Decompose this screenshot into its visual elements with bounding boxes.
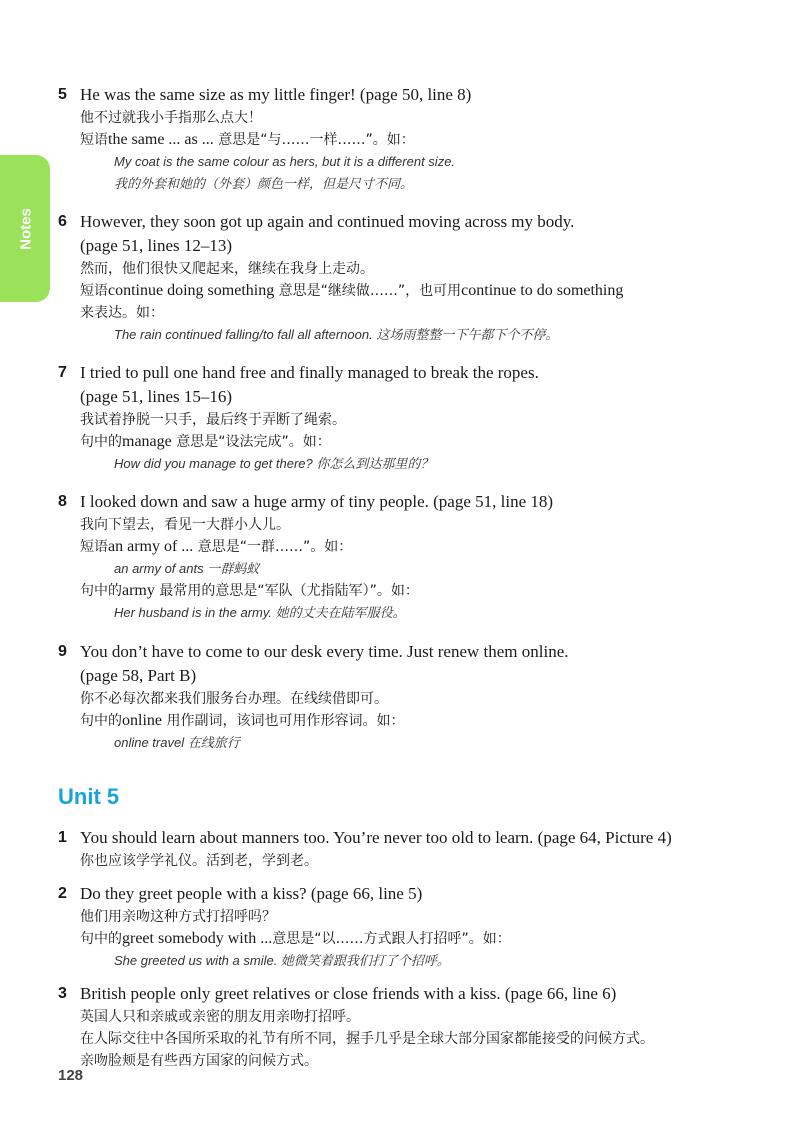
note-number: 8 — [58, 493, 67, 510]
explanation-prefix: 句中的 — [80, 931, 122, 947]
notes-content — [58, 83, 778, 1072]
note-item — [58, 210, 778, 346]
note-number: 9 — [58, 643, 67, 660]
note-explanation — [80, 928, 778, 950]
note-item — [58, 640, 778, 754]
explanation-prefix: 短语 — [80, 539, 108, 555]
note-example: How did you manage to get there? 你怎么到达那里的？ — [114, 456, 434, 471]
note-number: 1 — [58, 829, 67, 846]
explanation-text: 意思是“继续做……”，也可用 — [274, 283, 462, 299]
explanation-prefix: 短语 — [80, 283, 108, 299]
note-item — [58, 982, 778, 1072]
note-english-sentence: (page 58, Part B) — [80, 666, 197, 685]
note-example: online travel 在线旅行 — [114, 735, 240, 750]
note-item — [58, 490, 778, 624]
unit-title: Unit 5 — [58, 784, 120, 809]
note-chinese-text: 他不过就我小手指那么点大！ — [80, 110, 262, 126]
note-chinese-text: 我向下望去，看见一大群小人儿。 — [80, 517, 290, 533]
note-english-sentence: (page 51, lines 12–13) — [80, 236, 233, 255]
explanation-text: 意思是“一群……”。如： — [193, 539, 353, 555]
explanation-prefix: 句中的 — [80, 434, 122, 450]
note-english-sentence: Do they greet people with a kiss? (page 66, line 5) — [80, 884, 423, 903]
note-chinese-text: 你也应该学学礼仪。活到老，学到老。 — [80, 853, 318, 869]
note-english-sentence: (page 51, lines 15–16) — [80, 387, 233, 406]
note-explanation — [80, 710, 778, 732]
note-example: Her husband is in the army. 她的丈夫在陆军服役。 — [114, 605, 406, 620]
explanation-term: the same ... as ... — [108, 131, 214, 148]
explanation-text: 用作副词，该词也可用作形容词。如： — [162, 713, 405, 729]
explanation-text: 意思是“设法完成”。如： — [171, 434, 331, 450]
note-chinese-text: 来表达。如： — [80, 305, 164, 321]
note-english-sentence: British people only greet relatives or close friends with a kiss. (page 66, line 6) — [80, 984, 617, 1003]
unit-notes-list — [58, 826, 778, 1072]
explanation-term: manage — [122, 433, 172, 450]
note-example: The rain continued falling/to fall all afternoon. 这场雨整整一下午都下个不停。 — [114, 327, 559, 342]
explanation-term: greet somebody with ... — [122, 930, 273, 947]
explanation-term: online — [122, 712, 162, 729]
note-chinese-text: 亲吻脸颊是有些西方国家的问候方式。 — [80, 1053, 318, 1069]
note-item — [58, 83, 778, 195]
note-chinese-text: 我试着挣脱一只手，最后终于弄断了绳索。 — [80, 412, 346, 428]
note-english-sentence: However, they soon got up again and continued moving across my body. — [80, 212, 575, 231]
note-english-sentence: I looked down and saw a huge army of tiny people. (page 51, line 18) — [80, 492, 554, 511]
note-explanation — [80, 580, 778, 602]
note-item — [58, 826, 778, 872]
note-item — [58, 361, 778, 475]
notes-side-tab — [0, 155, 50, 302]
explanation-prefix: 短语 — [80, 132, 108, 148]
explanation-term: continue doing something — [108, 282, 275, 299]
note-chinese-text: 在人际交往中各国所采取的礼节有所不同，握手几乎是全球大部分国家都能接受的问候方式。 — [80, 1031, 654, 1047]
explanation-term-alt: continue to do something — [461, 282, 624, 299]
note-example: She greeted us with a smile. 她微笑着跟我们打了个招呼。 — [114, 953, 450, 968]
note-example: My coat is the same colour as hers, but it is a different size. — [114, 154, 456, 169]
note-item — [58, 882, 778, 972]
note-chinese-text: 他们用亲吻这种方式打招呼吗？ — [80, 909, 276, 925]
note-english-sentence: You don’t have to come to our desk every time. Just renew them online. — [80, 642, 569, 661]
note-chinese-text: 你不必每次都来我们服务台办理。在线续借即可。 — [80, 691, 388, 707]
note-example: 我的外套和她的（外套）颜色一样，但是尺寸不同。 — [114, 176, 414, 191]
notes-side-tab-label: Notes — [17, 208, 35, 250]
note-english-sentence: He was the same size as my little finger! (page 50, line 8) — [80, 85, 472, 104]
note-english-sentence: You should learn about manners too. You’re never too old to learn. (page 64, Picture 4) — [80, 828, 672, 847]
note-number: 3 — [58, 985, 67, 1002]
note-example: an army of ants 一群蚂蚁 — [114, 561, 260, 576]
note-english-sentence: I tried to pull one hand free and finally managed to break the ropes. — [80, 363, 539, 382]
explanation-text: 最常用的意思是“军队（尤指陆军）”。如： — [154, 583, 419, 599]
explanation-term: army — [122, 582, 155, 599]
explanation-prefix: 句中的 — [80, 713, 122, 729]
explanation-text: 意思是“与……一样……”。如： — [213, 132, 415, 148]
explanation-text: 意思是“以……方式跟人打招呼”。如： — [272, 931, 511, 947]
page-number: 128 — [58, 1067, 84, 1084]
notes-list — [58, 83, 778, 754]
note-explanation — [80, 280, 778, 302]
explanation-term: an army of ... — [108, 538, 194, 555]
note-number: 2 — [58, 885, 67, 902]
note-explanation — [80, 431, 778, 453]
note-number: 5 — [58, 86, 67, 103]
note-chinese-text: 然而，他们很快又爬起来，继续在我身上走动。 — [80, 261, 374, 277]
note-chinese-text: 英国人只和亲戚或亲密的朋友用亲吻打招呼。 — [80, 1009, 360, 1025]
note-explanation — [80, 536, 778, 558]
note-number: 6 — [58, 213, 67, 230]
note-explanation — [80, 129, 778, 151]
explanation-prefix: 句中的 — [80, 583, 122, 599]
note-number: 7 — [58, 364, 67, 381]
